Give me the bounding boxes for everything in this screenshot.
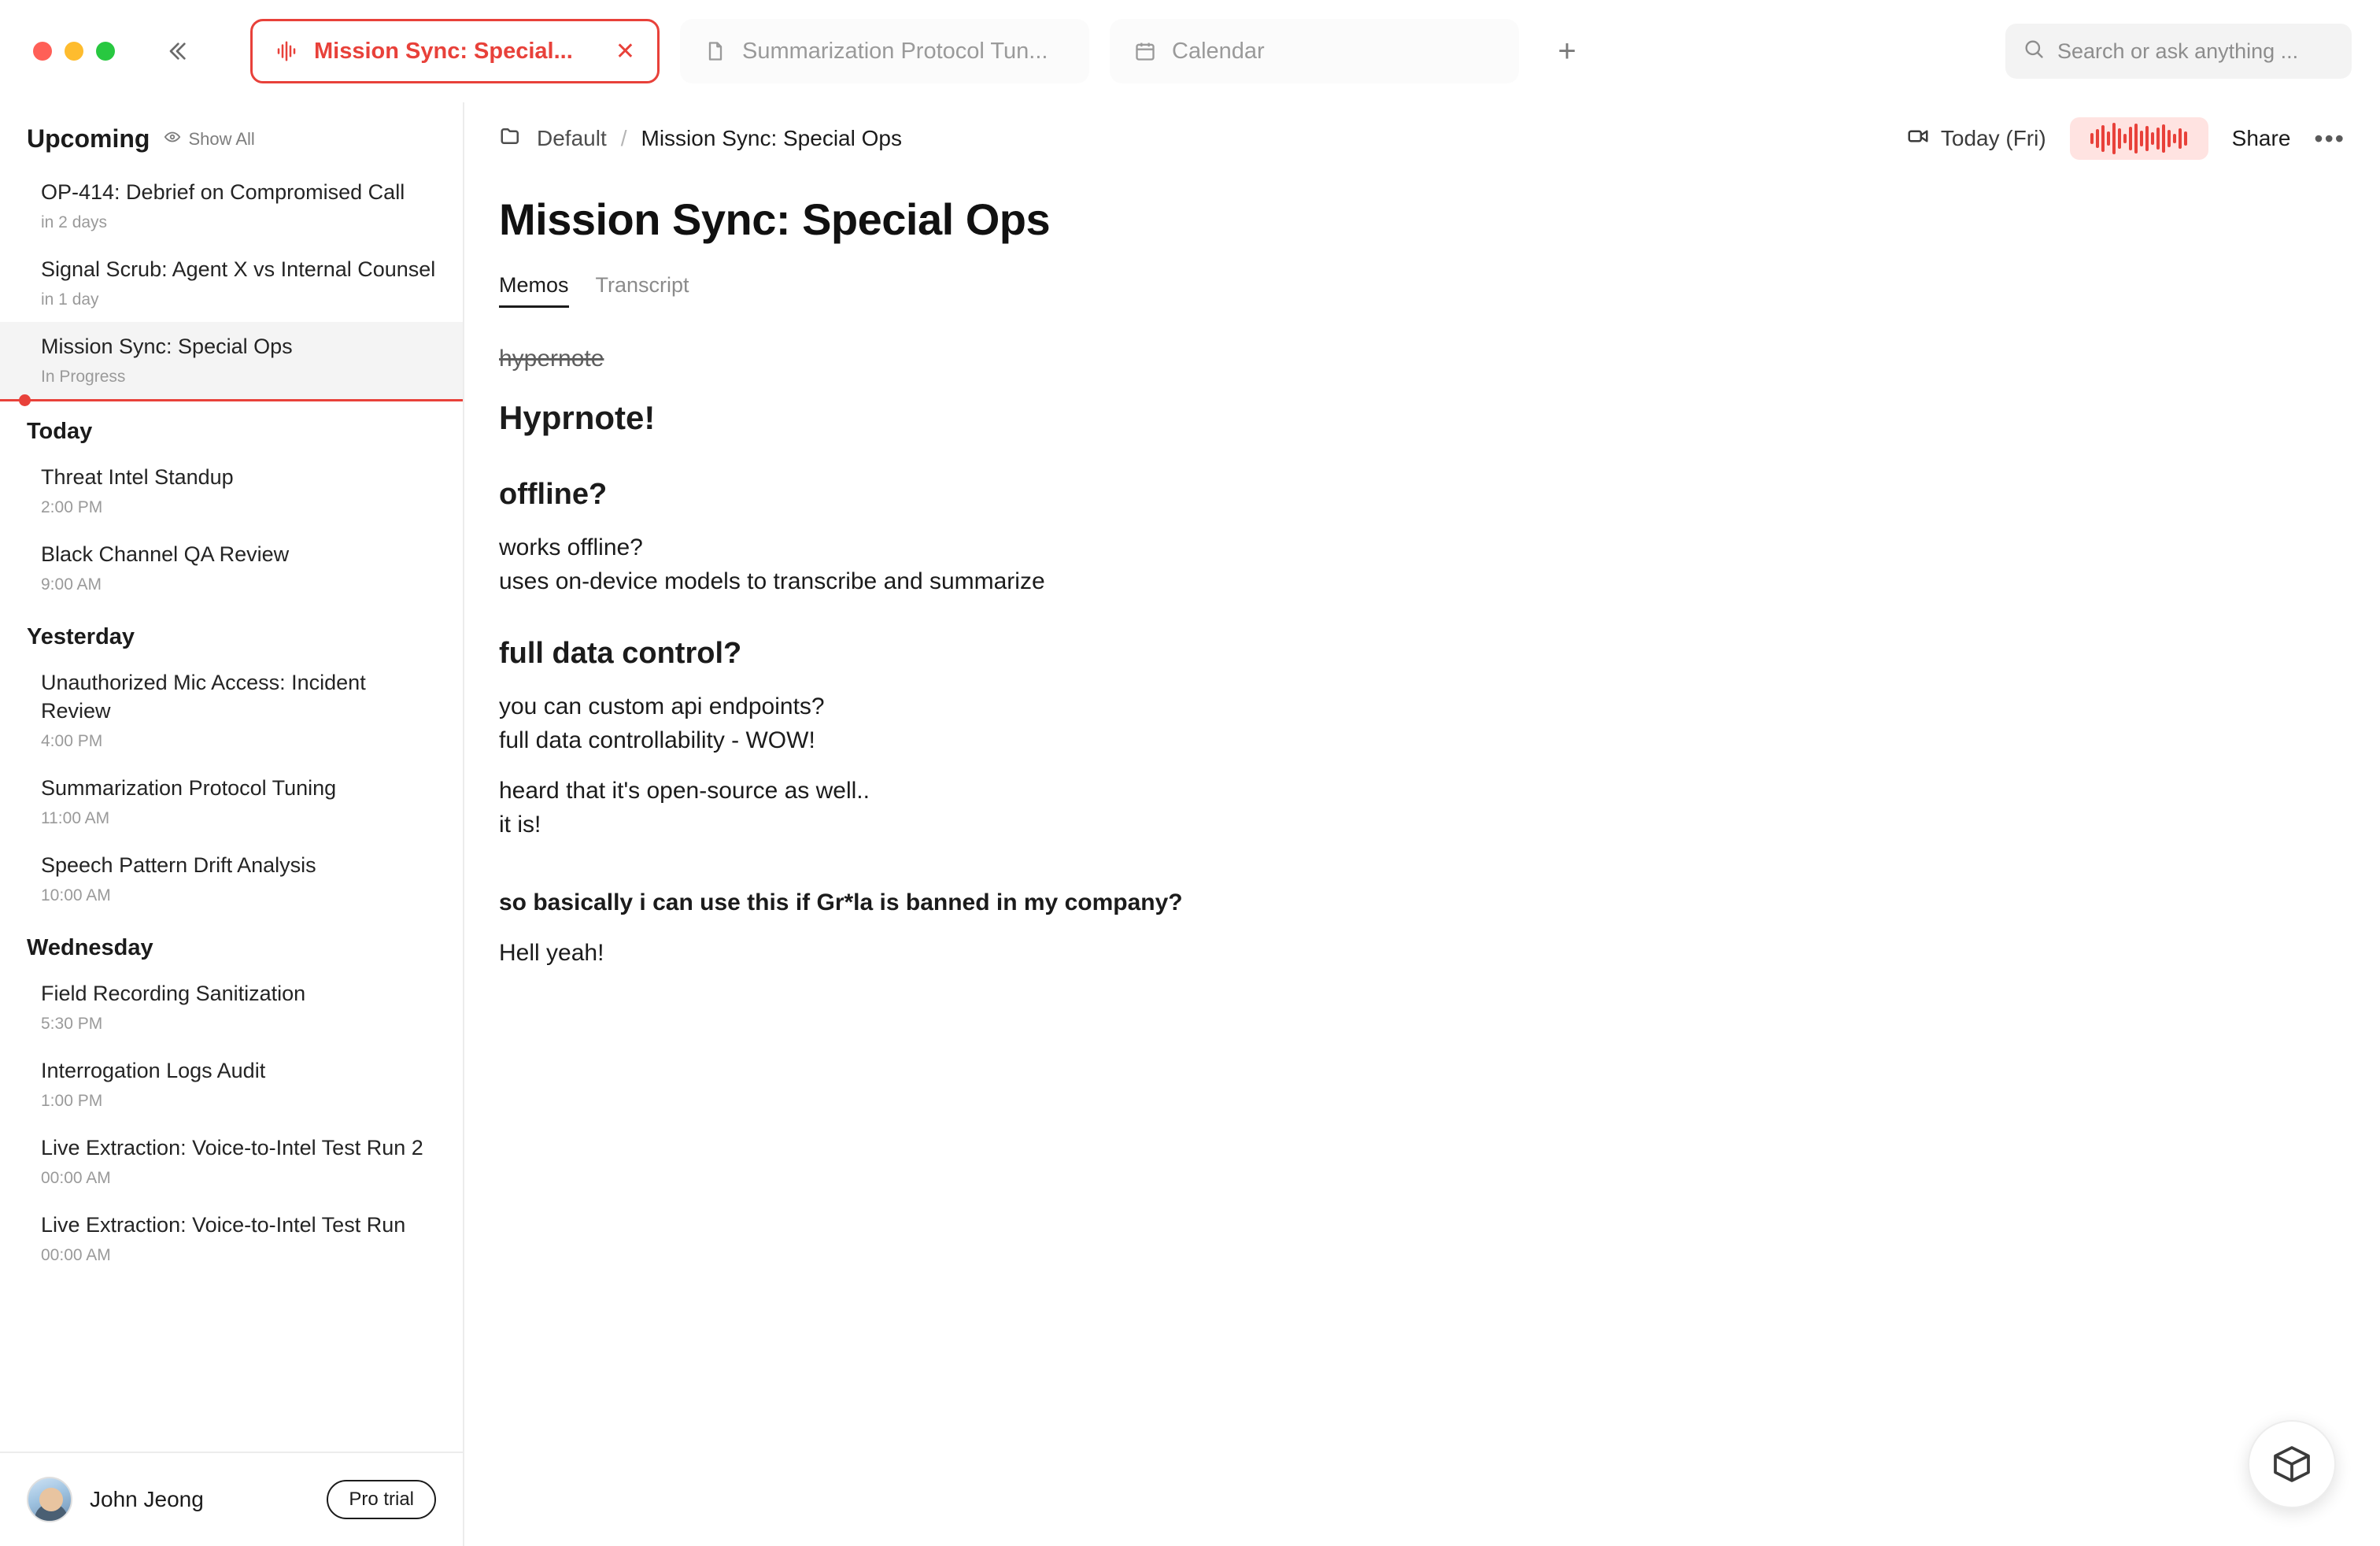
content-pane [464,102,2380,1546]
note-paragraph: you can custom api endpoints? [499,693,825,720]
list-item-title: Mission Sync: Special Ops [41,335,293,359]
breadcrumb-root[interactable]: Default [537,126,607,150]
show-all-label: Show All [188,128,255,149]
list-item[interactable] [0,658,463,763]
list-item-meta: 11:00 AM [41,808,110,827]
list-item-meta: 00:00 AM [41,1169,111,1188]
note-heading-data-control: full data control? [499,637,742,671]
new-tab-button[interactable]: + [1558,33,1576,68]
close-window-button[interactable] [33,42,52,61]
upcoming-header [0,102,463,168]
list-item-title: Summarization Protocol Tuning [41,775,337,800]
breadcrumb-current: Mission Sync: Special Ops [641,126,902,150]
folder-icon [499,124,523,153]
list-item[interactable] [0,453,463,530]
list-item-meta: 2:00 PM [41,498,103,517]
main-area [0,102,2380,1546]
list-item-meta: In Progress [41,368,126,386]
audio-waveform-icon[interactable] [2070,117,2208,160]
list-item[interactable] [0,841,463,918]
list-item-title: Signal Scrub: Agent X vs Internal Counsel [41,257,436,282]
list-item-meta: 5:30 PM [41,1014,103,1033]
content-header-actions [1906,117,2345,160]
breadcrumb-separator: / [620,126,627,150]
note-paragraph: works offline? [499,534,643,560]
show-all-button[interactable] [164,128,254,150]
search-bar[interactable] [2005,24,2352,79]
note-paragraph: heard that it's open-source as well.. [499,778,870,804]
tab-memos[interactable]: Memos [499,273,569,308]
more-options-icon[interactable]: ••• [2314,124,2345,153]
list-item-meta: 10:00 AM [41,886,111,904]
tab-strip [250,19,1595,83]
note-struck-line: hypernote [499,346,604,372]
window-controls [0,42,132,61]
tab-mission-sync[interactable] [250,19,660,83]
note-paragraph: it is! [499,811,541,838]
tab-calendar[interactable] [1110,19,1519,83]
list-item[interactable] [0,530,463,607]
video-camera-icon [1906,124,1930,153]
document-area[interactable] [464,175,2380,1546]
today-label: Today (Fri) [1940,126,2046,150]
box-assistant-icon[interactable] [2248,1420,2336,1508]
calendar-icon [1134,40,1156,62]
content-header [464,102,2380,175]
list-item-title: Unauthorized Mic Access: Incident Review [41,671,366,723]
list-item[interactable] [0,245,463,322]
share-button[interactable]: Share [2231,126,2291,150]
list-item-title: Field Recording Sanitization [41,981,306,1005]
sidebar-footer [0,1452,463,1546]
page-title: Mission Sync: Special Ops [499,194,1051,244]
list-item[interactable] [0,764,463,841]
note-paragraph: full data controllability - WOW! [499,727,815,753]
tab-label: Summarization Protocol Tun... [742,38,1048,64]
list-item-meta: in 2 days [41,213,108,232]
note-paragraph-question: so basically i can use this if Gr*la is banned in my company? [499,889,1183,915]
breadcrumb [499,124,902,153]
list-item[interactable] [0,168,463,245]
list-item-title: OP-414: Debrief on Compromised Call [41,180,405,204]
tab-summarization-protocol[interactable] [680,19,1089,83]
maximize-window-button[interactable] [96,42,115,61]
list-item-title: Live Extraction: Voice-to-Intel Test Run [41,1213,406,1237]
sidebar [0,102,464,1546]
avatar[interactable] [27,1477,72,1522]
search-placeholder: Search or ask anything ... [2057,39,2299,63]
group-header-wednesday: Wednesday [27,934,153,960]
list-item-title: Live Extraction: Voice-to-Intel Test Run 2 [41,1136,423,1160]
list-item-title: Threat Intel Standup [41,465,234,490]
list-item[interactable] [0,969,463,1046]
list-item-title: Interrogation Logs Audit [41,1058,266,1082]
list-item-selected[interactable] [0,322,463,401]
tab-transcript[interactable]: Transcript [595,273,689,297]
list-item[interactable] [0,1123,463,1200]
list-item-meta: in 1 day [41,290,99,309]
list-item-meta: 00:00 AM [41,1246,111,1265]
today-button[interactable] [1906,124,2046,153]
list-item[interactable] [0,1200,463,1278]
document-icon [704,40,726,62]
user-name: John Jeong [90,1487,204,1511]
note-heading-offline: offline? [499,478,608,511]
sidebar-scroll-area[interactable] [0,102,463,1452]
close-tab-icon[interactable]: ✕ [615,38,635,65]
list-item-title: Speech Pattern Drift Analysis [41,853,316,877]
upcoming-title: Upcoming [27,124,150,153]
eye-icon [164,128,181,150]
list-item-title: Black Channel QA Review [41,542,290,567]
search-icon [2023,38,2045,65]
group-header-today: Today [27,419,93,445]
list-item-meta: 1:00 PM [41,1092,103,1111]
waveform-icon [275,39,298,63]
note-paragraph: uses on-device models to transcribe and summarize [499,568,1045,594]
minimize-window-button[interactable] [65,42,83,61]
note-body[interactable] [499,346,1837,968]
list-item[interactable] [0,1046,463,1123]
tab-label: Calendar [1172,38,1265,64]
note-paragraph: Hell yeah! [499,940,604,967]
note-heading-hyprnote: Hyprnote! [499,399,656,436]
collapse-sidebar-icon[interactable] [156,30,198,72]
tab-label: Mission Sync: Special... [314,38,573,64]
list-item-meta: 9:00 AM [41,575,102,594]
list-item-meta: 4:00 PM [41,731,103,750]
document-tabs [499,273,2345,308]
pro-trial-badge[interactable]: Pro trial [327,1480,436,1519]
group-header-yesterday: Yesterday [27,624,135,650]
title-bar [0,0,2380,102]
